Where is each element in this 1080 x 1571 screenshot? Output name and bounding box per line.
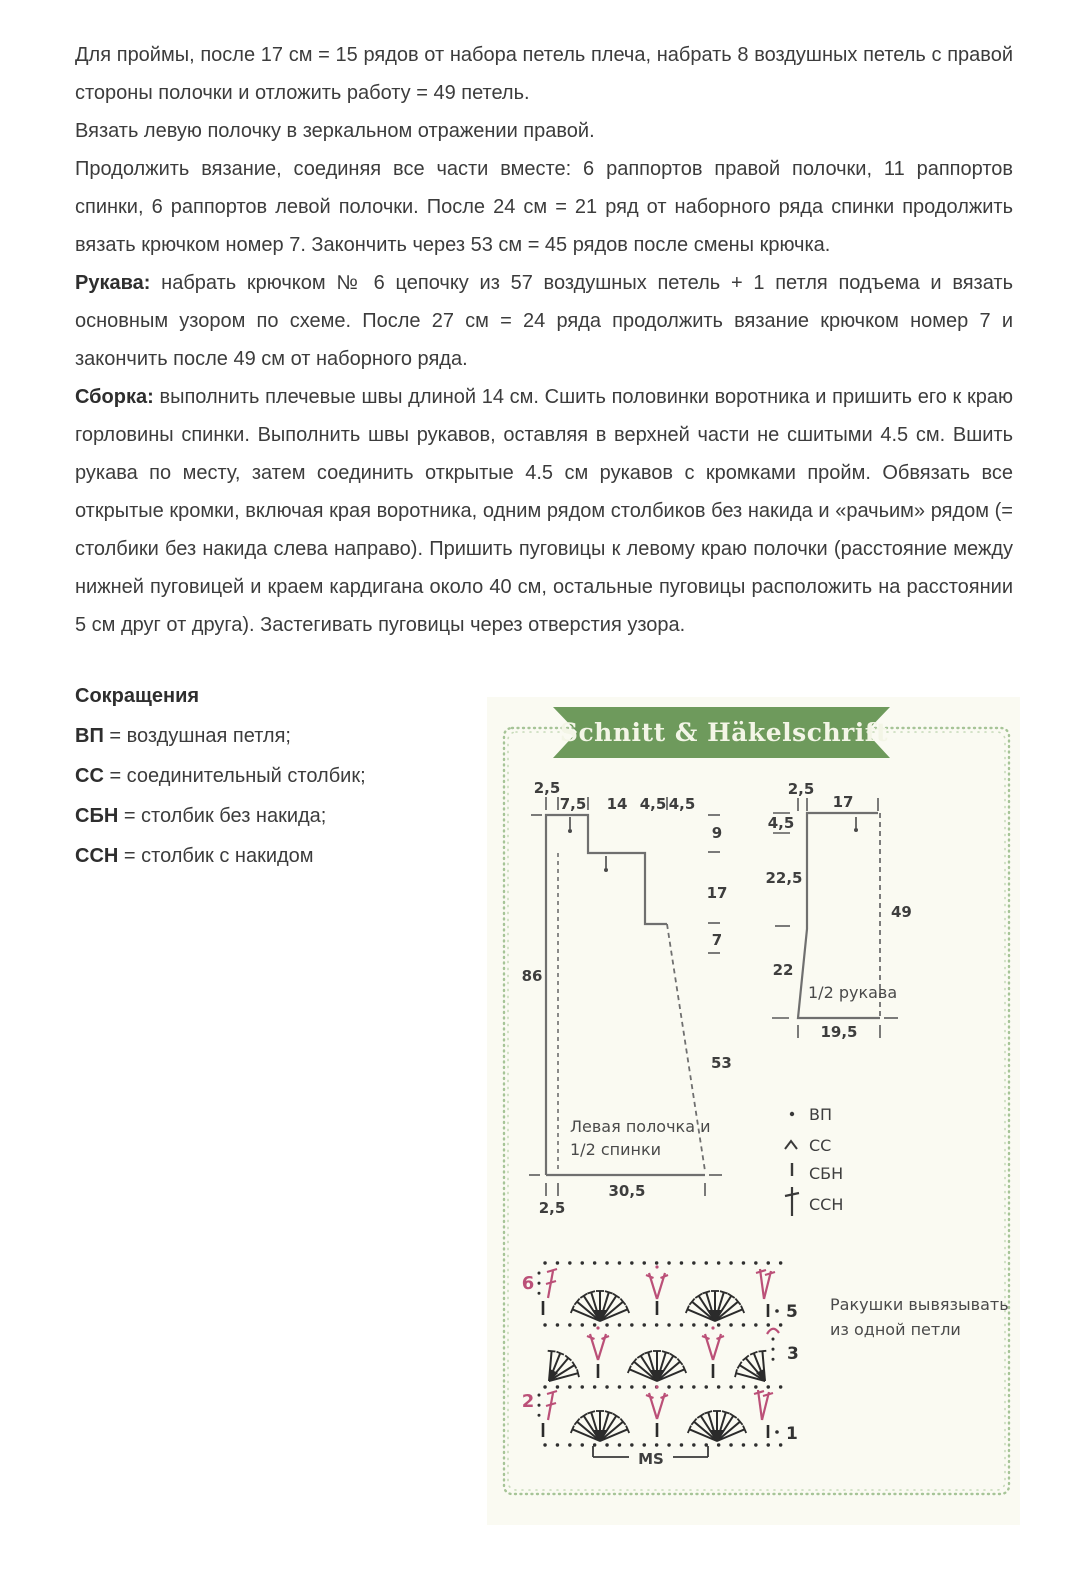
paragraph-body: Продолжить вязание, соединяя все части вместе: 6 раппортов правой полочки, 11 раппортов спинки, 6 раппортов левой полочки. После 24 см = 21 ряд от наборного ряда спинки продолжить вязать крючком номер 7. Закончить через 53 см = 45 рядов после смены крючка. [75, 158, 1013, 256]
sleeve-direction-arrow [854, 817, 858, 832]
sleeve-left-low: 22 [772, 961, 794, 979]
paragraph-body: Вязать левую полочку в зеркальном отражении правой. [75, 120, 595, 142]
front-side-length: 86 [521, 967, 543, 985]
paragraph-lead: Сборка: [75, 386, 154, 408]
v-stitch-symbols [546, 1265, 779, 1420]
paragraph-assembly [75, 378, 1013, 644]
row5-dot [775, 1309, 779, 1313]
instructions-text [75, 36, 1013, 644]
paragraph-body: выполнить плечевые швы длиной 14 см. Сшить половинки воротника и пришить его к краю горловины спинки. Выполнить швы рукавов, оставляя в верхней части не сшитыми 4.5 см. Вшить рукава по месту, затем соединить открытые 4.5 см рукавов с кромками пройм. Обвязать все открытые кромки, включая края воротника, одним рядом столбиков без накида и «рачьим» рядом (= столбики без накида слева направо). Пришить пуговицы к левому краю полочки (расстояние между нижней пуговицей и краем кардигана около 40 см, остальные пуговицы расположить на расстоянии 5 см друг от друга). Застегивать пуговицы через отверстия узора. [75, 386, 1013, 636]
front-slant-length: 53 [711, 1054, 732, 1072]
abbreviations-title: Сокращения [75, 685, 200, 707]
paragraph-body: набрать крючком № 6 цепочку из 57 воздушных петель + 1 петля подъема и вязать основным узором по схеме. После 27 см = 24 ряда продолжить вязание крючком номер 7 и закончить после 49 см от наборного ряда. [75, 272, 1013, 370]
front-bottom-edge: 2,5 [538, 1199, 566, 1217]
abbreviation-item [75, 796, 475, 836]
paragraph-sleeves [75, 264, 1013, 378]
abbreviation-item [75, 716, 475, 756]
front-shoulder: 7,5 [559, 795, 587, 813]
legend-double-label: ССН [809, 1195, 844, 1214]
row-number-2: 2 [521, 1391, 535, 1412]
paragraph-join [75, 150, 1013, 264]
abbreviation-code: СС [75, 765, 104, 787]
row-number-3: 3 [787, 1344, 799, 1364]
front-label-line2: 1/2 спинки [570, 1140, 662, 1159]
paragraph-body: Для проймы, после 17 см = 15 рядов от набора петель плеча, набрать 8 воздушных петель с правой стороны полочки и отложить работу = 49 петель. [75, 44, 1013, 104]
front-top-width: 14 [606, 795, 628, 813]
schematic-panel [487, 697, 1020, 1525]
paragraph-left-front [75, 112, 1013, 150]
abbreviation-item [75, 836, 475, 876]
legend-single-label: СБН [809, 1164, 844, 1183]
abbreviation-item [75, 756, 475, 796]
abbreviation-code: СБН [75, 805, 119, 827]
front-right-mid: 17 [706, 884, 728, 902]
sleeve-ticks [772, 798, 898, 1038]
front-label-line1: Левая полочка и [570, 1117, 711, 1136]
row-number-1: 1 [786, 1424, 798, 1444]
abbreviation-code: ССН [75, 845, 119, 867]
front-armhole-b: 4,5 [668, 795, 696, 813]
legend-slip-label: СС [809, 1136, 832, 1155]
paragraph-armhole [75, 36, 1013, 112]
row1-dot [775, 1430, 779, 1434]
front-right-top: 9 [711, 824, 723, 842]
abbreviation-definition: = столбик без накида; [118, 805, 327, 827]
abbreviation-code: ВП [75, 725, 104, 747]
chain-stitch-icon [790, 1112, 794, 1116]
crochet-chart [522, 1263, 1009, 1468]
sleeve-schematic [765, 780, 911, 1041]
sleeve-top-width: 17 [832, 793, 854, 811]
abbreviation-definition: = столбик с накидом [118, 845, 314, 867]
abbreviations-section [75, 676, 475, 876]
banner-ribbon [553, 707, 890, 758]
front-schematic [522, 779, 732, 1217]
front-top-edge: 2,5 [533, 779, 561, 797]
paragraph-lead: Рукава: [75, 272, 151, 294]
legend-chain-label: ВП [809, 1105, 833, 1124]
abbreviation-definition: = соединительный столбик; [103, 765, 366, 787]
front-right-low: 7 [711, 931, 723, 949]
chart-note-line2: из одной петли [830, 1320, 961, 1339]
sleeve-top-edge: 2,5 [787, 780, 815, 798]
row-number-6: 6 [521, 1273, 535, 1294]
sleeve-left-mid: 22,5 [765, 869, 803, 887]
slip-stitch-icon [785, 1141, 797, 1149]
front-bottom-width: 30,5 [608, 1182, 646, 1200]
banner-title: Schnitt & Häkelschrift [559, 718, 889, 747]
repeat-label: MS [638, 1450, 664, 1468]
double-crochet-icon [785, 1187, 799, 1216]
stitch-legend [785, 1105, 843, 1216]
front-armhole-a: 4,5 [639, 795, 667, 813]
sleeve-left-top: 4,5 [767, 814, 795, 832]
chart-note-line1: Ракушки вывязывать [830, 1295, 1009, 1314]
sleeve-bottom-width: 19,5 [820, 1023, 858, 1041]
slip-stitch-mark [767, 1329, 779, 1334]
sleeve-right-length: 49 [891, 903, 912, 921]
schematic-svg [487, 697, 1020, 1525]
abbreviation-definition: = воздушная петля; [103, 725, 291, 747]
sleeve-label: 1/2 рукава [808, 983, 898, 1002]
row-number-5: 5 [786, 1302, 798, 1322]
